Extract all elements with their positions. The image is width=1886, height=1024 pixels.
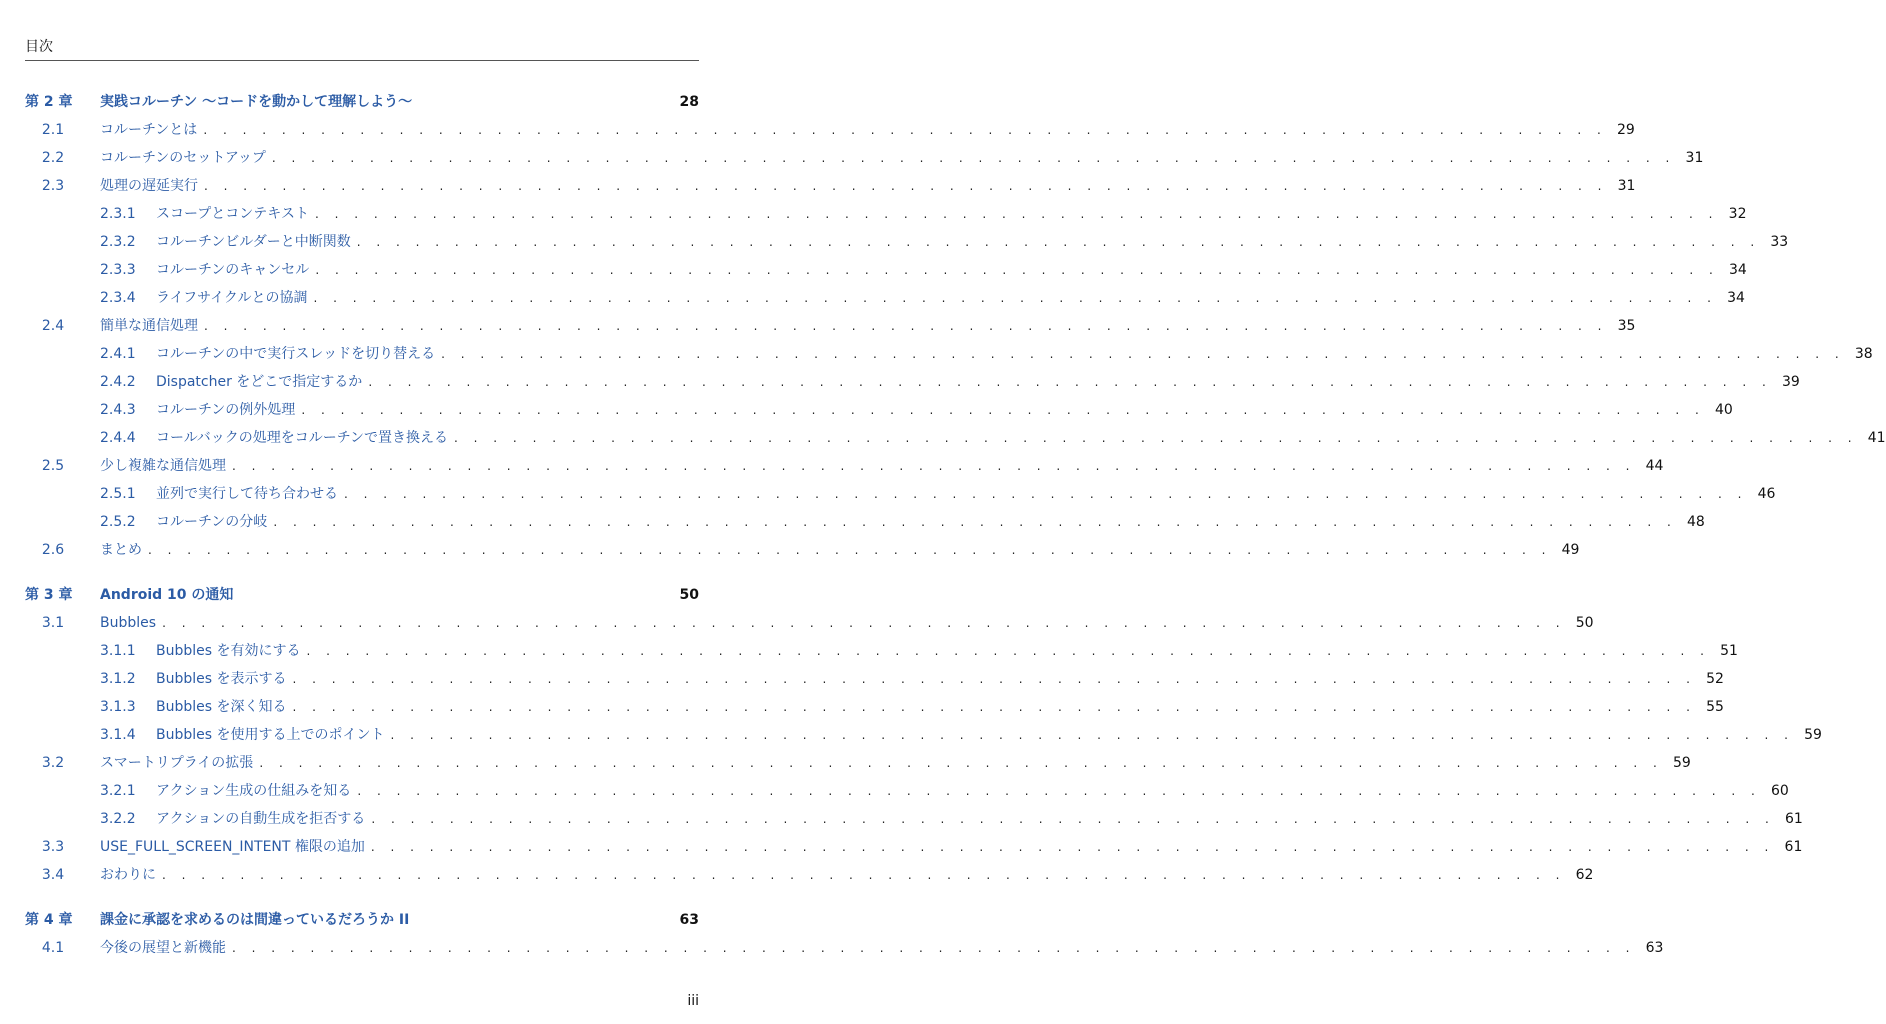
dot-leader: . . . . . . . . . . . . . . . . . . . . . . . . . . . . . . . . . . . . . . . . . . . . . . . . . . . . . . . . . . . . . . . . . . . . . . . . xyxy=(356,235,1761,249)
section-title: コルーチンのセットアップ xyxy=(100,150,266,166)
page-number: 39 xyxy=(1781,374,1800,390)
section-number: 3.2 xyxy=(41,755,65,771)
dot-leader: . . . . . . . . . . . . . . . . . . . . . . . . . . . . . . . . . . . . . . . . . . . . . . . . . . . . . . . . . . . . . . . . . . . . . . . . xyxy=(390,728,1794,742)
dot-leader: . . . . . . . . . . . . . . . . . . . . . . . . . . . . . . . . . . . . . . . . . . . . . . . . . . . . . . . . . . . . . . . . . . . . . . . . xyxy=(292,700,1696,714)
subsection-title: コルーチンのキャンセル xyxy=(156,262,310,278)
subsection-title: 並列で実行して待ち合わせる xyxy=(156,486,338,502)
page-number: 49 xyxy=(1561,542,1580,558)
page-number: 48 xyxy=(1686,514,1705,530)
toc-entry-2-4-4[interactable] xyxy=(25,424,1886,452)
page-number: 31 xyxy=(1685,150,1704,166)
toc-entry-2-5-1[interactable] xyxy=(25,480,1776,508)
toc-chapter-4[interactable] xyxy=(25,906,699,934)
dot-leader: . . . . . . . . . . . . . . . . . . . . . . . . . . . . . . . . . . . . . . . . . . . . . . . . . . . . . . . . . . . . . . . . . . . . . . . . xyxy=(273,515,1677,529)
page-number: 29 xyxy=(1616,122,1635,138)
toc-entry-2-4[interactable] xyxy=(25,312,1636,340)
toc-entry-2-3-1[interactable] xyxy=(25,200,1747,228)
page-number: 32 xyxy=(1728,206,1747,222)
subsection-number: 2.3.1 xyxy=(100,206,136,222)
dot-leader: . . . . . . . . . . . . . . . . . . . . . . . . . . . . . . . . . . . . . . . . . . . . . . . . . . . . . . . . . . . . . . . . . . . . . . . . xyxy=(148,543,1552,557)
chapter-number: 第 3 章 xyxy=(25,587,73,603)
chapter-gap xyxy=(25,889,699,906)
page-number: 60 xyxy=(1770,783,1789,799)
dot-leader: . . . . . . . . . . . . . . . . . . . . . . . . . . . . . . . . . . . . . . . . . . . . . . . . . . . . . . . . . . . . . . . . . . . . . . . . xyxy=(315,263,1719,277)
section-number: 2.4 xyxy=(41,318,65,334)
page-number: 61 xyxy=(1784,839,1803,855)
section-number: 4.1 xyxy=(41,940,65,956)
page-number: 38 xyxy=(1854,346,1873,362)
page-number: 46 xyxy=(1757,486,1776,502)
toc-entry-2-5[interactable] xyxy=(25,452,1664,480)
section-title: スマートリプライの拡張 xyxy=(100,755,254,771)
toc-entry-2-6[interactable] xyxy=(25,536,1580,564)
subsection-number: 2.5.1 xyxy=(100,486,136,502)
page-number: 59 xyxy=(1804,727,1822,743)
dot-leader: . . . . . . . . . . . . . . . . . . . . . . . . . . . . . . . . . . . . . . . . . . . . . . . . . . . . . . . . . . . . . . . . . . . . . . . . xyxy=(344,487,1748,501)
toc-entry-2-4-2[interactable] xyxy=(25,368,1800,396)
section-number: 2.6 xyxy=(41,542,65,558)
subsection-number: 2.4.4 xyxy=(100,430,136,446)
section-title: 処理の遅延実行 xyxy=(100,178,198,194)
dot-leader: . . . . . . . . . . . . . . . . . . . . . . . . . . . . . . . . . . . . . . . . . . . . . . . . . . . . . . . . . . . . . . . . . . . . . . . . xyxy=(259,756,1663,770)
section-number: 3.1 xyxy=(41,615,65,631)
toc-entry-2-1[interactable] xyxy=(25,116,1635,144)
subsection-number: 2.3.3 xyxy=(100,262,136,278)
toc-entry-3-1-3[interactable] xyxy=(25,693,1724,721)
page-number: 50 xyxy=(1575,615,1594,631)
subsection-title: Bubbles を表示する xyxy=(156,671,287,687)
page-number: 51 xyxy=(1720,643,1738,659)
subsection-number: 2.3.4 xyxy=(100,290,136,306)
section-number: 3.4 xyxy=(41,867,65,883)
subsection-title: アクションの自動生成を拒否する xyxy=(156,811,366,827)
subsection-title: アクション生成の仕組みを知る xyxy=(156,783,352,799)
page-number: 33 xyxy=(1770,234,1789,250)
dot-leader: . . . . . . . . . . . . . . . . . . . . . . . . . . . . . . . . . . . . . . . . . . . . . . . . . . . . . . . . . . . . . . . . . . . . . . . . xyxy=(203,123,1607,137)
section-title: USE_FULL_SCREEN_INTENT 権限の追加 xyxy=(100,839,365,855)
dot-leader: . . . . . . . . . . . . . . . . . . . . . . . . . . . . . . . . . . . . . . . . . . . . . . . . . . . . . . . . . . . . . . . . . . . . . . . . xyxy=(204,179,1608,193)
toc-entry-2-2[interactable] xyxy=(25,144,1704,172)
page-number: 59 xyxy=(1672,755,1691,771)
page-number: 63 xyxy=(1645,940,1664,956)
chapter-title: Android 10 の通知 xyxy=(100,587,234,603)
section-number: 2.2 xyxy=(41,150,65,166)
section-title: 簡単な通信処理 xyxy=(100,318,198,334)
page-number: 44 xyxy=(1645,458,1664,474)
page-number: 61 xyxy=(1784,811,1803,827)
toc-entry-2-3-4[interactable] xyxy=(25,284,1745,312)
subsection-number: 2.4.2 xyxy=(100,374,136,390)
dot-leader: . . . . . . . . . . . . . . . . . . . . . . . . . . . . . . . . . . . . . . . . . . . . . . . . . . . . . . . . . . . . . . . . . . . . . . . . xyxy=(162,868,1566,882)
dot-leader: . . . . . . . . . . . . . . . . . . . . . . . . . . . . . . . . . . . . . . . . . . . . . . . . . . . . . . . . . . . . . . . . . . . . . . . . xyxy=(301,403,1705,417)
dot-leader: . . . . . . . . . . . . . . . . . . . . . . . . . . . . . . . . . . . . . . . . . . . . . . . . . . . . . . . . . . . . . . . . . . . . . . . . xyxy=(204,319,1608,333)
chapter-number: 第 2 章 xyxy=(25,94,73,110)
section-title: Bubbles xyxy=(100,615,157,631)
page-number: 55 xyxy=(1706,699,1724,715)
page-number: 34 xyxy=(1727,290,1745,306)
subsection-number: 2.5.2 xyxy=(100,514,136,530)
subsection-number: 3.1.4 xyxy=(100,727,136,743)
page-number: 40 xyxy=(1714,402,1733,418)
page-number: 41 xyxy=(1867,430,1886,446)
toc-entry-3-3[interactable] xyxy=(25,833,1803,861)
section-number: 2.3 xyxy=(41,178,65,194)
section-title: コルーチンとは xyxy=(100,122,198,138)
subsection-title: コルーチンビルダーと中断関数 xyxy=(156,234,351,250)
footer-page-number: iii xyxy=(687,993,699,1009)
dot-leader: . . . . . . . . . . . . . . . . . . . . . . . . . . . . . . . . . . . . . . . . . . . . . . . . . . . . . . . . . . . . . . . . . . . . . . . . xyxy=(232,941,1636,955)
page-number: 35 xyxy=(1617,318,1636,334)
toc-entry-2-3-2[interactable] xyxy=(25,228,1789,256)
table-of-contents xyxy=(25,88,1886,962)
toc-entry-2-4-1[interactable] xyxy=(25,340,1873,368)
dot-leader: . . . . . . . . . . . . . . . . . . . . . . . . . . . . . . . . . . . . . . . . . . . . . . . . . . . . . . . . . . . . . . . . . . . . . . . . xyxy=(292,672,1696,686)
dot-leader: . . . . . . . . . . . . . . . . . . . . . . . . . . . . . . . . . . . . . . . . . . . . . . . . . . . . . . . . . . . . . . . . . . . . . . . . xyxy=(313,291,1717,305)
subsection-number: 3.1.2 xyxy=(100,671,136,687)
dot-leader: . . . . . . . . . . . . . . . . . . . . . . . . . . . . . . . . . . . . . . . . . . . . . . . . . . . . . . . . . . . . . . . . . . . . . . . . xyxy=(441,347,1845,361)
page-header-title: 目次 xyxy=(25,39,53,55)
toc-entry-2-3-3[interactable] xyxy=(25,256,1747,284)
subsection-title: コールバックの処理をコルーチンで置き換える xyxy=(156,430,449,446)
toc-entry-3-1[interactable] xyxy=(25,609,1594,637)
page-number: 50 xyxy=(679,587,699,603)
dot-leader: . . . . . . . . . . . . . . . . . . . . . . . . . . . . . . . . . . . . . . . . . . . . . . . . . . . . . . . . . . . . . . . . . . . . . . . . xyxy=(315,207,1719,221)
subsection-title: Dispatcher をどこで指定するか xyxy=(156,374,363,390)
dot-leader: . . . . . . . . . . . . . . . . . . . . . . . . . . . . . . . . . . . . . . . . . . . . . . . . . . . . . . . . . . . . . . . . . . . . . . . . xyxy=(306,644,1710,658)
toc-entry-3-1-2[interactable] xyxy=(25,665,1724,693)
dot-leader: . . . . . . . . . . . . . . . . . . . . . . . . . . . . . . . . . . . . . . . . . . . . . . . . . . . . . . . . . . . . . . . . . . . . . . . . xyxy=(370,840,1775,854)
dot-leader: . . . . . . . . . . . . . . . . . . . . . . . . . . . . . . . . . . . . . . . . . . . . . . . . . . . . . . . . . . . . . . . . . . . . . . . . xyxy=(371,812,1775,826)
subsection-number: 2.4.3 xyxy=(100,402,136,418)
chapter-number: 第 4 章 xyxy=(25,912,73,928)
toc-entry-3-1-4[interactable] xyxy=(25,721,1822,749)
subsection-title: スコープとコンテキスト xyxy=(156,206,310,222)
page-number: 52 xyxy=(1706,671,1724,687)
section-number: 3.3 xyxy=(41,839,65,855)
subsection-number: 3.2.2 xyxy=(100,811,136,827)
subsection-title: Bubbles を使用する上でのポイント xyxy=(156,727,385,743)
section-title: 今後の展望と新機能 xyxy=(100,940,226,956)
chapter-title: 課金に承認を求めるのは間違っているだろうか II xyxy=(100,912,410,928)
dot-leader: . . . . . . . . . . . . . . . . . . . . . . . . . . . . . . . . . . . . . . . . . . . . . . . . . . . . . . . . . . . . . . . . . . . . . . . . xyxy=(271,151,1676,165)
header-rule xyxy=(25,60,699,61)
toc-entry-3-1-1[interactable] xyxy=(25,637,1738,665)
subsection-title: コルーチンの中で実行スレッドを切り替える xyxy=(156,346,436,362)
toc-entry-4-1[interactable] xyxy=(25,934,1664,962)
subsection-number: 2.3.2 xyxy=(100,234,136,250)
subsection-number: 3.1.1 xyxy=(100,643,136,659)
toc-entry-2-3[interactable] xyxy=(25,172,1636,200)
subsection-title: コルーチンの例外処理 xyxy=(156,402,296,418)
toc-entry-2-5-2[interactable] xyxy=(25,508,1705,536)
page-number: 28 xyxy=(679,94,699,110)
page-number: 63 xyxy=(679,912,699,928)
chapter-gap xyxy=(25,564,699,581)
toc-entry-2-4-3[interactable] xyxy=(25,396,1733,424)
toc-entry-3-4[interactable] xyxy=(25,861,1594,889)
subsection-number: 3.1.3 xyxy=(100,699,136,715)
subsection-title: Bubbles を有効にする xyxy=(156,643,301,659)
dot-leader: . . . . . . . . . . . . . . . . . . . . . . . . . . . . . . . . . . . . . . . . . . . . . . . . . . . . . . . . . . . . . . . . . . . . . . . . xyxy=(357,784,1761,798)
subsection-title: コルーチンの分岐 xyxy=(156,514,268,530)
page-number: 31 xyxy=(1617,178,1636,194)
toc-entry-3-2-1[interactable] xyxy=(25,777,1789,805)
toc-chapter-3[interactable] xyxy=(25,581,699,609)
chapter-title: 実践コルーチン 〜コードを動かして理解しよう〜 xyxy=(100,94,413,110)
dot-leader: . . . . . . . . . . . . . . . . . . . . . . . . . . . . . . . . . . . . . . . . . . . . . . . . . . . . . . . . . . . . . . . . . . . . . . . . xyxy=(232,459,1636,473)
toc-chapter-2[interactable] xyxy=(25,88,699,116)
dot-leader: . . . . . . . . . . . . . . . . . . . . . . . . . . . . . . . . . . . . . . . . . . . . . . . . . . . . . . . . . . . . . . . . . . . . . . . . xyxy=(368,375,1772,389)
subsection-title: ライフサイクルとの協調 xyxy=(156,290,308,306)
subsection-number: 2.4.1 xyxy=(100,346,136,362)
page-number: 62 xyxy=(1575,867,1594,883)
dot-leader: . . . . . . . . . . . . . . . . . . . . . . . . . . . . . . . . . . . . . . . . . . . . . . . . . . . . . . . . . . . . . . . . . . . . . . . . xyxy=(454,431,1858,445)
dot-leader: . . . . . . . . . . . . . . . . . . . . . . . . . . . . . . . . . . . . . . . . . . . . . . . . . . . . . . . . . . . . . . . . . . . . . . . . xyxy=(162,616,1566,630)
section-title: おわりに xyxy=(100,867,156,883)
section-number: 2.1 xyxy=(41,122,65,138)
toc-entry-3-2[interactable] xyxy=(25,749,1691,777)
section-number: 2.5 xyxy=(41,458,65,474)
subsection-title: Bubbles を深く知る xyxy=(156,699,287,715)
page-number: 34 xyxy=(1728,262,1747,278)
section-title: まとめ xyxy=(100,542,142,558)
subsection-number: 3.2.1 xyxy=(100,783,136,799)
section-title: 少し複雑な通信処理 xyxy=(100,458,226,474)
toc-entry-3-2-2[interactable] xyxy=(25,805,1803,833)
